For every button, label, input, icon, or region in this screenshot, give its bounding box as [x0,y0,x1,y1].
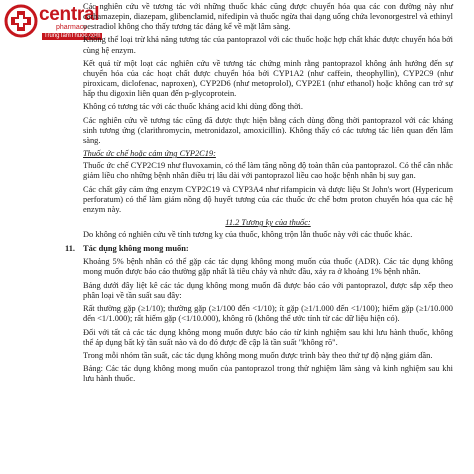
paragraph: Không có tương tác với các thuốc kháng acid khi dùng đồng thời. [83,102,303,112]
paragraph: Khoảng 5% bệnh nhân có thể gặp các tác dụng không mong muốn của thuốc (ADR). Các tác dụng không mong muốn được báo cáo thường gặp nhất là tiêu chảy và nhức đầu, xảy ra ở khoảng 1% bệnh nhân. [83,257,453,277]
paragraph: Rất thường gặp (≥1/10); thường gặp (≥1/100 đến <1/10); ít gặp (≥1/1.000 đến <1/100); hiếm gặp (≥1/10.000 đến <1/1.000); rất hiếm gặp (<1/10.000), không rõ (không thể ước tính từ các dữ liệu hiện có). [83,304,453,324]
section-heading-adverse-effects [65,244,453,254]
paragraph: Do không có nghiên cứu về tính tương kỵ của thuốc, không trộn lẫn thuốc này với các thuốc khác. [83,230,413,240]
central-pharmacy-logo[interactable] [4,4,101,40]
paragraph: Các nghiên cứu về tương tác cũng đã được thực hiện bằng cách dùng đồng thời pantoprazol với các kháng sinh tương ứng (clarithromycin, metronidazol, amoxicillin). Không thấy có các tương tác liên quan đến lâm sàng. [83,115,453,145]
paragraph: Kết quả từ một loạt các nghiên cứu về tương tác chứng minh rằng pantoprazol không ảnh hưởng đến sự chuyển hóa của các hoạt chất được chuyển hóa bởi CYP1A2 (như caffein, theophyllin), CYP2C9 (như piroxicam, diclofenac, naproxen), CYP2D6 (như metoprolol), CYP2E1 (như ethanol) hoặc không can trở sự hấp thu digoxin liên quan đến p-glycoprotein. [83,58,453,99]
brand-sub: pharmacy [56,24,87,31]
pharmacy-cross-logo-icon [4,4,38,38]
section-title: Tác dụng không mong muốn: [83,244,189,254]
paragraph: Thuốc ức chế CYP2C19 như fluvoxamin, có thể làm tăng nồng độ toàn thân của pantoprazol. Có thể cân nhắc giảm liều cho những bệnh nhân điều trị lâu dài với pantoprazol liều cao hoặc bệnh nhân bị suy gan. [83,161,453,181]
section-number: 11. [65,244,76,254]
paragraph: Các nghiên cứu về tương tác với những thuốc khác cũng được chuyển hóa qua các con đường này như carbamazepin, diazepam, glibenclamid, nifedipin và thuốc ngừa thai dạng uống chứa levonorgestrel và ethinyl oestradiol không cho thấy tương tác đáng kể về mặt lâm sàng. [83,2,453,32]
paragraph: Trong mỗi nhóm tần suất, các tác dụng không mong muốn được trình bày theo thứ tự độ nặng giảm dần. [83,350,433,360]
subheading-incompatibility: 11.2 Tương kỵ của thuốc: [225,218,311,228]
subheading-cyp2c19: Thuốc ức chế hoặc cảm ứng CYP2C19: [83,149,216,159]
brand-name: central [39,4,100,25]
paragraph: Bảng dưới đây liệt kê các tác dụng không mong muốn đã được báo cáo với pantoprazol, được sắp xếp theo phân loại về tần suất sau đây: [83,280,453,300]
paragraph: Đối với tất cả các tác dụng không mong muốn được báo cáo từ kinh nghiệm sau khi lưu hành thuốc, không thể áp dụng bất kỳ tần suất nào và do đó được đề cập là tần suất "không rõ". [83,327,453,347]
brand-url: TrungTamThuoc.com [44,33,101,39]
paragraph: Các chất gây cảm ứng enzym CYP2C19 và CYP3A4 như rifampicin và dược liệu St John's wort (Hypericum perforatum) có thể làm giảm nồng độ huyết tương của các thuốc ức chế bơm proton chuyển hóa qua các hệ enzym này. [83,184,453,214]
table-caption: Bảng: Các tác dụng không mong muốn của pantoprazol trong thử nghiệm lâm sàng và kinh nghiệm sau khi lưu hành thuốc. [83,364,453,384]
paragraph: Không thể loại trừ khả năng tương tác của pantoprazol với các thuốc hoặc hợp chất khác được chuyển hóa bởi cùng hệ enzym. [83,35,453,55]
